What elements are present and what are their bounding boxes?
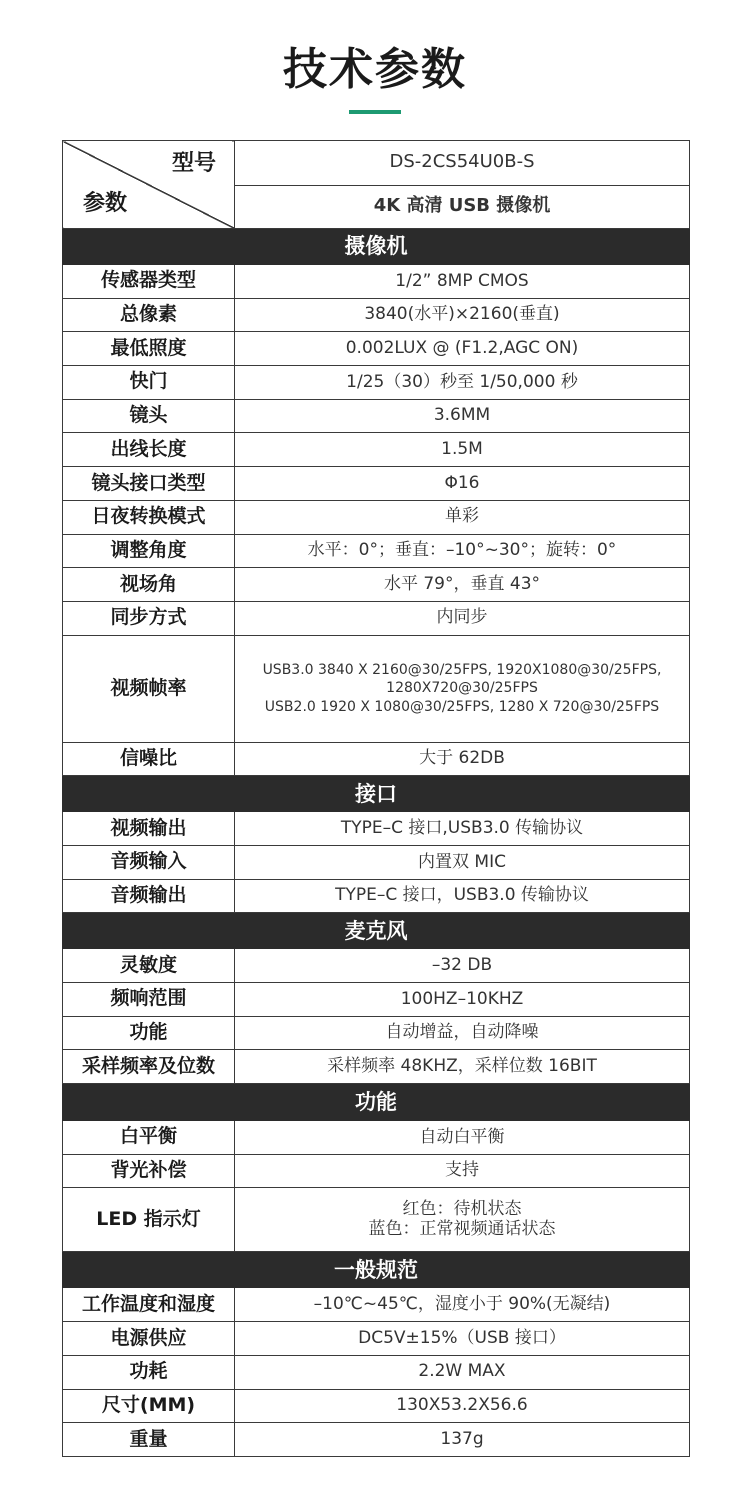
section-header bbox=[63, 1084, 690, 1121]
spec-row bbox=[63, 1154, 690, 1188]
spec-label: 镜头 bbox=[63, 399, 235, 433]
spec-label: 最低照度 bbox=[63, 332, 235, 366]
spec-row bbox=[63, 1050, 690, 1084]
spec-row bbox=[63, 568, 690, 602]
spec-row bbox=[63, 500, 690, 534]
spec-value: 1.5M bbox=[235, 433, 690, 467]
model-value: DS-2CS54U0B-S bbox=[235, 141, 690, 186]
header-row bbox=[63, 141, 690, 186]
section-title: 功能 bbox=[63, 1084, 690, 1121]
spec-row bbox=[63, 879, 690, 913]
spec-value: 1/2” 8MP CMOS bbox=[235, 265, 690, 299]
spec-label: 重量 bbox=[63, 1423, 235, 1457]
spec-row bbox=[63, 433, 690, 467]
spec-value: –10℃~45℃，湿度小于 90%(无凝结) bbox=[235, 1288, 690, 1322]
spec-label: 频响范围 bbox=[63, 983, 235, 1017]
spec-value-line: 蓝色：正常视频通话状态 bbox=[368, 1218, 556, 1239]
spec-label: 音频输入 bbox=[63, 845, 235, 879]
spec-row bbox=[63, 399, 690, 433]
spec-row bbox=[63, 983, 690, 1017]
section-title: 麦克风 bbox=[63, 913, 690, 949]
section-header bbox=[63, 913, 690, 949]
spec-label: 总像素 bbox=[63, 298, 235, 332]
spec-row bbox=[63, 1188, 690, 1252]
page-title: 技术参数 bbox=[283, 44, 467, 95]
spec-label: 信噪比 bbox=[63, 742, 235, 776]
spec-row bbox=[63, 1355, 690, 1389]
spec-label: 灵敏度 bbox=[63, 949, 235, 983]
spec-label: 传感器类型 bbox=[63, 265, 235, 299]
spec-row bbox=[63, 1322, 690, 1356]
section-header bbox=[63, 776, 690, 812]
spec-value: 支持 bbox=[235, 1154, 690, 1188]
spec-label: 背光补偿 bbox=[63, 1154, 235, 1188]
spec-label: 采样频率及位数 bbox=[63, 1050, 235, 1084]
corner-model-label: 型号 bbox=[171, 151, 216, 176]
spec-label: 视频帧率 bbox=[63, 635, 235, 742]
spec-value: TYPE–C 接口，USB3.0 传输协议 bbox=[235, 879, 690, 913]
spec-label: 功能 bbox=[63, 1016, 235, 1050]
section-header bbox=[63, 229, 690, 265]
spec-value: 水平：0°；垂直：–10°~30°；旋转：0° bbox=[235, 534, 690, 568]
spec-label: 视频输出 bbox=[63, 812, 235, 846]
spec-row bbox=[63, 332, 690, 366]
spec-value: 3.6MM bbox=[235, 399, 690, 433]
spec-row bbox=[63, 265, 690, 299]
spec-value: 0.002LUX @ (F1.2,AGC ON) bbox=[235, 332, 690, 366]
spec-row bbox=[63, 1389, 690, 1423]
spec-value: 100HZ–10KHZ bbox=[235, 983, 690, 1017]
spec-label: 音频输出 bbox=[63, 879, 235, 913]
spec-label: 快门 bbox=[63, 366, 235, 400]
corner-cell bbox=[63, 141, 235, 229]
spec-label: 工作温度和湿度 bbox=[63, 1288, 235, 1322]
spec-row bbox=[63, 467, 690, 501]
spec-value-line: 1280X720@30/25FPS bbox=[386, 680, 538, 697]
spec-row bbox=[63, 1121, 690, 1155]
spec-value: DC5V±15%（USB 接口） bbox=[235, 1322, 690, 1356]
spec-value: 2.2W MAX bbox=[235, 1355, 690, 1389]
spec-label: LED 指示灯 bbox=[63, 1188, 235, 1252]
spec-label: 调整角度 bbox=[63, 534, 235, 568]
spec-row bbox=[63, 635, 690, 742]
spec-value: 130X53.2X56.6 bbox=[235, 1389, 690, 1423]
spec-row bbox=[63, 1423, 690, 1457]
spec-row bbox=[63, 812, 690, 846]
spec-row bbox=[63, 534, 690, 568]
spec-value bbox=[235, 635, 690, 742]
spec-row bbox=[63, 949, 690, 983]
title-underline bbox=[349, 110, 401, 114]
spec-label: 电源供应 bbox=[63, 1322, 235, 1356]
spec-value: 内置双 MIC bbox=[235, 845, 690, 879]
section-title: 一般规范 bbox=[63, 1252, 690, 1288]
spec-row bbox=[63, 601, 690, 635]
spec-value bbox=[235, 1188, 690, 1252]
spec-value: 137g bbox=[235, 1423, 690, 1457]
spec-label: 日夜转换模式 bbox=[63, 500, 235, 534]
spec-row bbox=[63, 1288, 690, 1322]
product-value: 4K 高清 USB 摄像机 bbox=[235, 185, 690, 229]
spec-value: 3840(水平)×2160(垂直) bbox=[235, 298, 690, 332]
corner-param-label: 参数 bbox=[83, 190, 128, 216]
section-title: 接口 bbox=[63, 776, 690, 812]
spec-value: Φ16 bbox=[235, 467, 690, 501]
section-title: 摄像机 bbox=[63, 229, 690, 265]
spec-row bbox=[63, 298, 690, 332]
spec-value: 水平 79°，垂直 43° bbox=[235, 568, 690, 602]
spec-row bbox=[63, 845, 690, 879]
spec-value: 1/25（30）秒至 1/50,000 秒 bbox=[235, 366, 690, 400]
spec-value: –32 DB bbox=[235, 949, 690, 983]
spec-value-line: USB3.0 3840 X 2160@30/25FPS, 1920X1080@30/25FPS, bbox=[262, 662, 662, 679]
spec-label: 镜头接口类型 bbox=[63, 467, 235, 501]
spec-row bbox=[63, 366, 690, 400]
spec-label: 白平衡 bbox=[63, 1121, 235, 1155]
spec-value-line: 红色：待机状态 bbox=[402, 1199, 522, 1220]
spec-label: 尺寸(MM) bbox=[63, 1389, 235, 1423]
spec-label: 功耗 bbox=[63, 1355, 235, 1389]
spec-value: 内同步 bbox=[235, 601, 690, 635]
spec-value: 采样频率 48KHZ，采样位数 16BIT bbox=[235, 1050, 690, 1084]
section-header bbox=[63, 1252, 690, 1288]
spec-label: 出线长度 bbox=[63, 433, 235, 467]
spec-value: TYPE–C 接口,USB3.0 传输协议 bbox=[235, 812, 690, 846]
spec-label: 同步方式 bbox=[63, 601, 235, 635]
spec-value: 自动白平衡 bbox=[235, 1121, 690, 1155]
spec-row bbox=[63, 1016, 690, 1050]
spec-value: 大于 62DB bbox=[235, 742, 690, 776]
spec-label: 视场角 bbox=[63, 568, 235, 602]
spec-value: 单彩 bbox=[235, 500, 690, 534]
spec-table bbox=[62, 140, 690, 1457]
spec-value: 自动增益，自动降噪 bbox=[235, 1016, 690, 1050]
spec-value-line: USB2.0 1920 X 1080@30/25FPS, 1280 X 720@30/25FPS bbox=[264, 698, 660, 715]
spec-row bbox=[63, 742, 690, 776]
